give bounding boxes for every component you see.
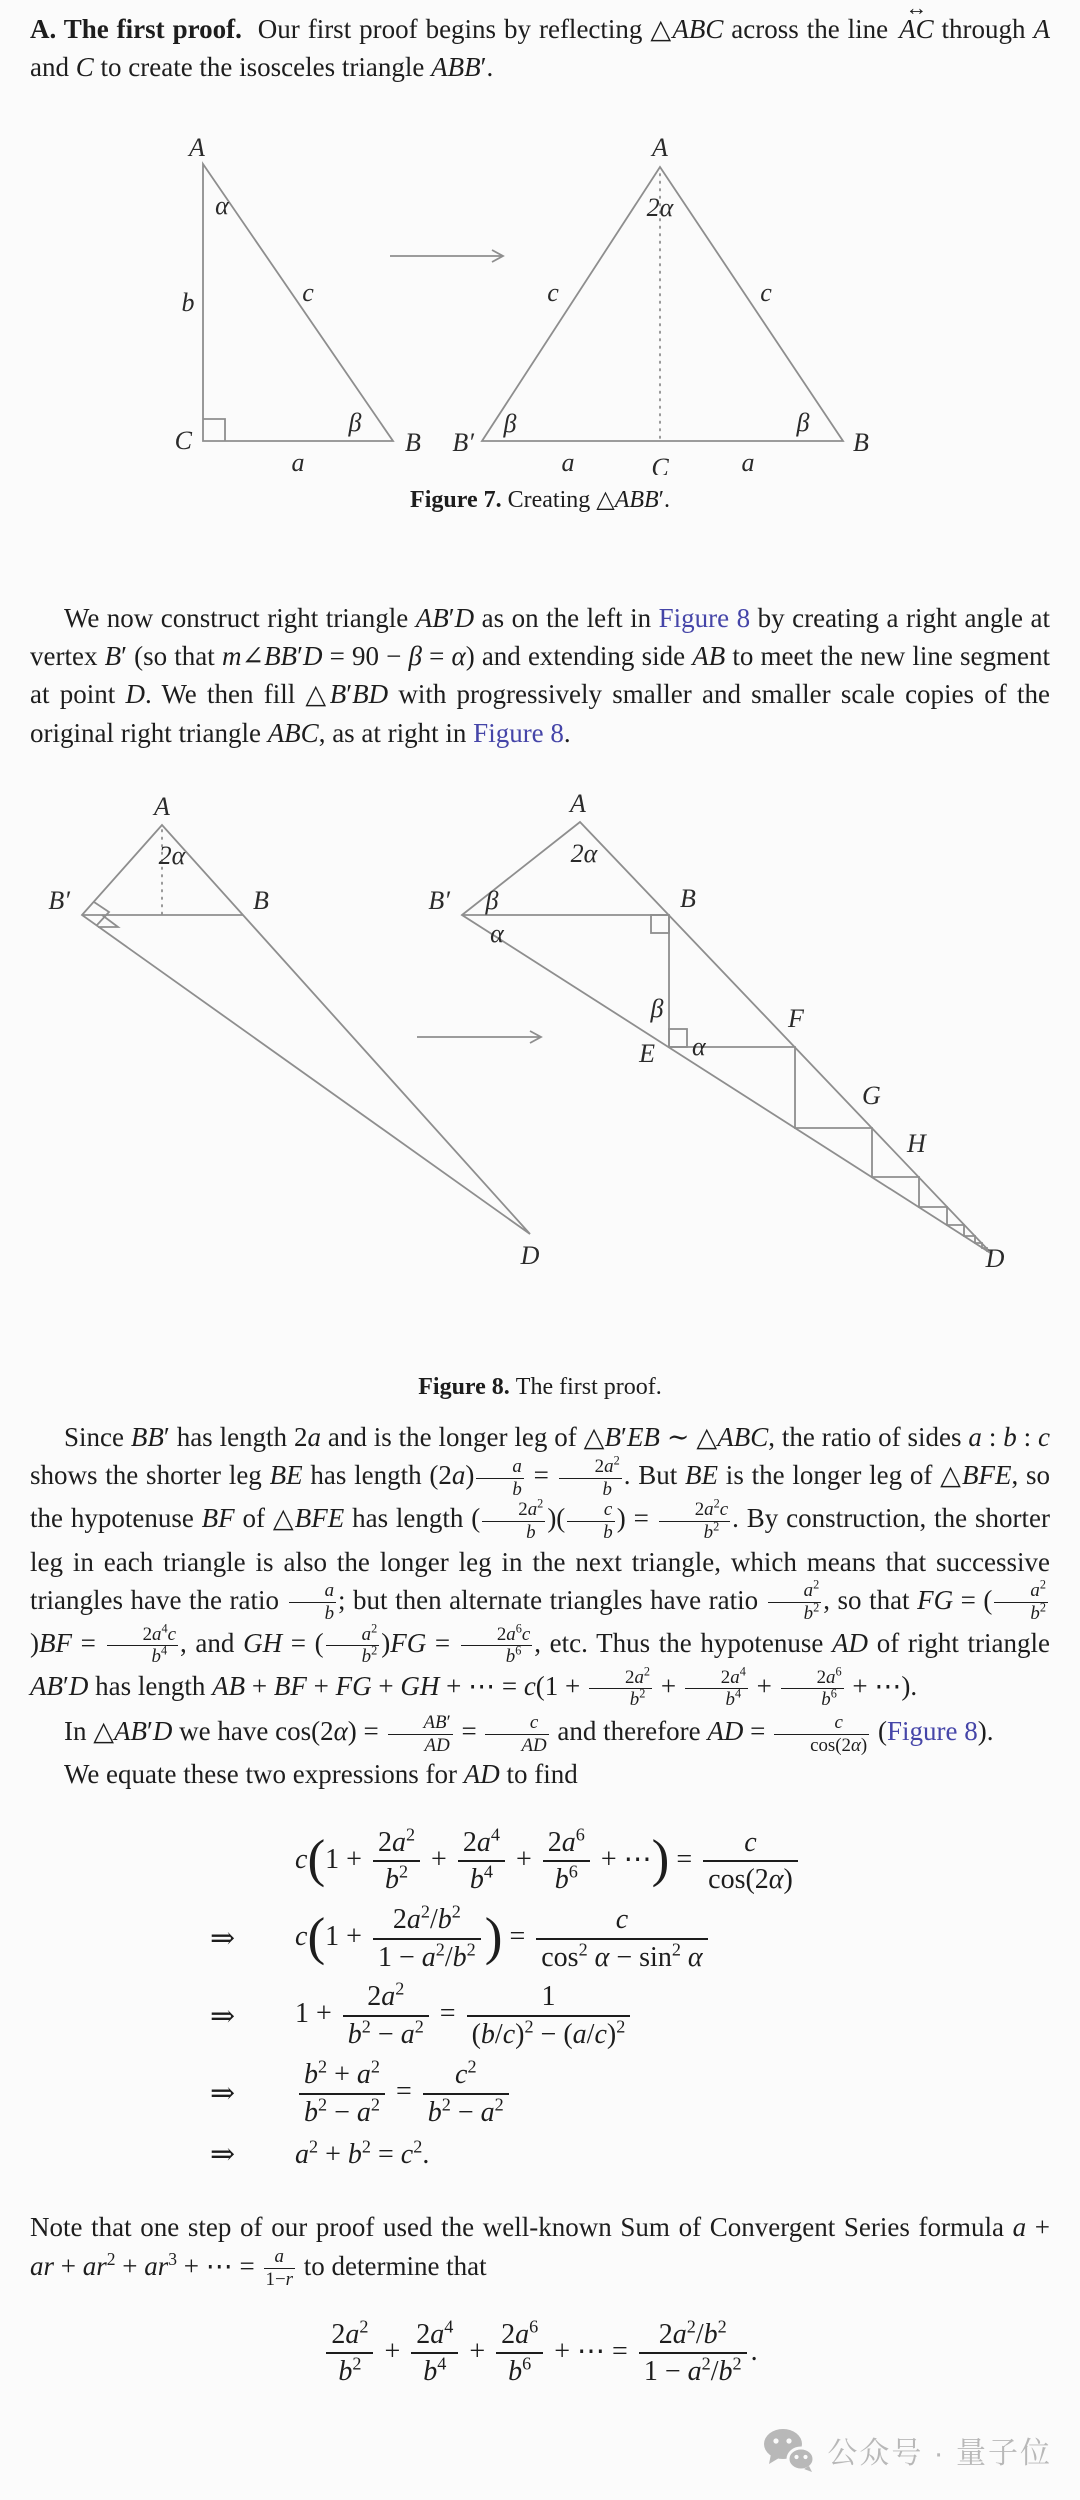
equation-1: c(1 + $\frac{2a^2}{b^2}$ + $\frac{2a^4}{b^4}$ + $\frac{2a^6}{b^6}$ + ⋯) = $\frac{c}{\cos(2\alpha)}$	[295, 1828, 802, 1895]
fig7-label-c-left: c	[302, 277, 314, 307]
fig8-right-label-H: H	[907, 1128, 926, 1158]
equation-block	[30, 1824, 1050, 2172]
figure-8-link[interactable]: Figure 8	[886, 1716, 978, 1747]
fig8-left-label-Bprime: B′	[48, 885, 70, 915]
fig7-label-A-left: A	[189, 132, 205, 162]
fig8-left-label-D: D	[520, 1240, 540, 1270]
fig8-left-triangle-ABpD	[82, 825, 530, 1234]
fig8-left-right-angle-icon-2	[94, 902, 109, 925]
equation-3: 1 + $\frac{2a^2}{b^2 - a^2}$ = $\frac{1}{(b/c)^2 - (a/c)^2}$	[295, 1982, 634, 2049]
figure7-caption-label: Figure 7.	[410, 486, 502, 513]
line-AC-overarrow: ↔ AC	[899, 0, 934, 44]
fig8-right-angle-at-B-icon	[651, 915, 669, 933]
equation-row-2	[30, 1901, 1050, 1973]
fig7-label-a-left: a	[291, 447, 305, 475]
figure-8-link[interactable]: Figure 8	[473, 717, 564, 748]
para-note: Note that one step of our proof used the well-known Sum of Convergent Series formula a + ar + $ar^2 + ar^3$ + ⋯ = $\frac{a}{1-r}$ to determine that	[30, 2212, 1050, 2290]
fig8-right-label-alpha-top: α	[490, 918, 504, 948]
equation-row-3	[30, 1979, 1050, 2051]
figure7-caption	[30, 485, 1050, 515]
equation-2: c(1 + $\frac{2a^2/b^2}{1 - a^2/b^2}$ ) = $\frac{c}{\cos^2 \alpha - \sin^2 \alpha}$	[295, 1905, 712, 1972]
fig7-label-beta2-right: β	[796, 407, 810, 437]
fig7-left-triangle	[203, 164, 393, 441]
fig7-label-B-right: B	[853, 427, 869, 457]
fig8-right-label-2alpha: 2α	[570, 838, 598, 868]
implies-arrow-3: ⇒	[210, 1999, 236, 2033]
fig8-right-label-A: A	[570, 788, 586, 818]
fig8-right-label-alpha-mid: α	[692, 1031, 706, 1061]
wechat-watermark	[763, 2428, 1052, 2472]
equation-row-1	[30, 1824, 1050, 1896]
fig7-label-B-left: B	[405, 427, 421, 457]
fig7-label-b: b	[181, 287, 195, 317]
implies-arrow-2: ⇒	[210, 1922, 236, 1956]
fig8-right-triangle-ABpD	[462, 822, 992, 1254]
para-since: Since BB′ has length 2a and is the longer leg of △B′EB ∼ △ABC, the ratio of sides a : b : c shows the shorter leg BE has length (2a) $\frac{a}{b}$ = $\frac{2a^2}{b}$ . But BE is the longer leg of △BFE, so the hypotenuse BF of △BFE has length ( $\frac{2a^2}{b}$ )( $\frac{c}{b}$ ) = $\frac{2a^2c}{b^2}$ . By construction, the shorter leg in each triangle is also the longer leg in the next triangle, which means that successive triangles have the ratio $\frac{a}{b}$ ; but then alternate triangles have ratio $\frac{a^2}{b^2}$ , so that FG = ( $\frac{a^2}{b^2}$ )BF = $\frac{2a^4c}{b^4}$ , and GH = ( $\frac{a^2}{b^2}$ )FG = $\frac{2a^6c}{b^6}$ , etc. Thus the hypotenuse AD of right triangle AB′D has length AB + BF + FG + GH + ⋯ = c(1 + $\frac{2a^2}{b^2}$ + $\frac{2a^4}{b^4}$ + $\frac{2a^6}{b^6}$ + ⋯).	[30, 1421, 1051, 1711]
equation-5: $a^2 + b^2 = c^2$.	[295, 2136, 430, 2170]
fig8-left-label-2alpha: 2α	[158, 840, 186, 870]
fig8-right-label-beta-mid: β	[650, 993, 664, 1023]
fig7-label-a2-left: a	[561, 447, 575, 475]
fig8-right-angle-at-E-icon	[669, 1029, 687, 1047]
para-first-proof: A. The first proof. Our first proof begins by reflecting △ABC across the line ↔ AC through A and C to create the isosceles triangle ABB′.	[30, 0, 1050, 83]
figure8-caption	[30, 1372, 1050, 1402]
fig8-right-label-B: B	[680, 883, 696, 913]
fig8-right-label-G: G	[862, 1080, 881, 1110]
fig8-right-label-F: F	[788, 1003, 804, 1033]
fig7-label-alpha: α	[215, 190, 229, 220]
fig7-label-C-right: C	[651, 452, 669, 475]
fig8-left-label-A: A	[154, 791, 170, 821]
fig7-label-c2-left: c	[547, 277, 559, 307]
fig8-right-label-Bprime: B′	[428, 885, 450, 915]
fig7-label-C-left: C	[174, 425, 192, 455]
fig7-label-Bprime: B′	[452, 427, 474, 457]
fig7-label-A-right: A	[652, 132, 668, 162]
figure8-caption-text: The first proof.	[509, 1373, 662, 1400]
fig7-left-right-angle-icon	[203, 419, 225, 441]
final-equation: $\frac{2a^2}{b^2}$ + $\frac{2a^4}{b^4}$ + $\frac{2a^6}{b^6}$ + ⋯ = $\frac{2a^2/b^2}{1 - a^2/b^2}$ .	[30, 2320, 1050, 2387]
fig7-label-beta-left: β	[348, 407, 362, 437]
figure8-caption-label: Figure 8.	[418, 1373, 510, 1400]
wechat-icon	[763, 2428, 815, 2472]
fig8-left-label-B: B	[253, 885, 269, 915]
para-equate: We equate these two expressions for AD to find	[64, 1759, 578, 1790]
figure-8-link[interactable]: Figure 8	[658, 602, 751, 633]
fig8-right-label-D: D	[985, 1243, 1005, 1273]
equation-row-5	[30, 2137, 1050, 2172]
fig7-label-a2-right: a	[741, 447, 755, 475]
fig8-right-label-E: E	[639, 1038, 655, 1068]
implies-arrow-5: ⇒	[210, 2138, 236, 2172]
fig8-right-label-beta-top: β	[485, 885, 499, 915]
fig7-label-2alpha: 2α	[646, 192, 674, 222]
watermark-text: 公众号 · 量子位	[827, 2437, 1052, 2470]
para-construct: We now construct right triangle AB′D as on the left in Figure 8 by creating a right angle at vertex B′ (so that m∠BB′D = 90 − β = α) and extending side AB to meet the new line segment at point D. We then fill △B′BD with progressively smaller and smaller scale copies of the original right triangle ABC, as at right in Figure 8.	[30, 602, 1050, 748]
equation-row-4	[30, 2056, 1050, 2128]
figure8-diagram	[30, 772, 1050, 1372]
implies-arrow-4: ⇒	[210, 2077, 236, 2110]
fig7-label-beta2-left: β	[503, 408, 517, 438]
figure7-caption-text: Creating △ABB′.	[501, 486, 670, 513]
para-in-triangle: In △AB′D we have cos(2α) = $\frac{AB'}{AD}$ = $\frac{c}{AD}$ and therefore AD = $\frac{c}{\cos(2\alpha)}$ (Figure 8).	[64, 1711, 994, 1756]
equation-4: $\frac{b^2 + a^2}{b^2 - a^2}$ = $\frac{c^2}{b^2 - a^2}$	[295, 2060, 513, 2127]
fig7-label-c2-right: c	[760, 277, 772, 307]
figure7-diagram	[30, 87, 1050, 475]
